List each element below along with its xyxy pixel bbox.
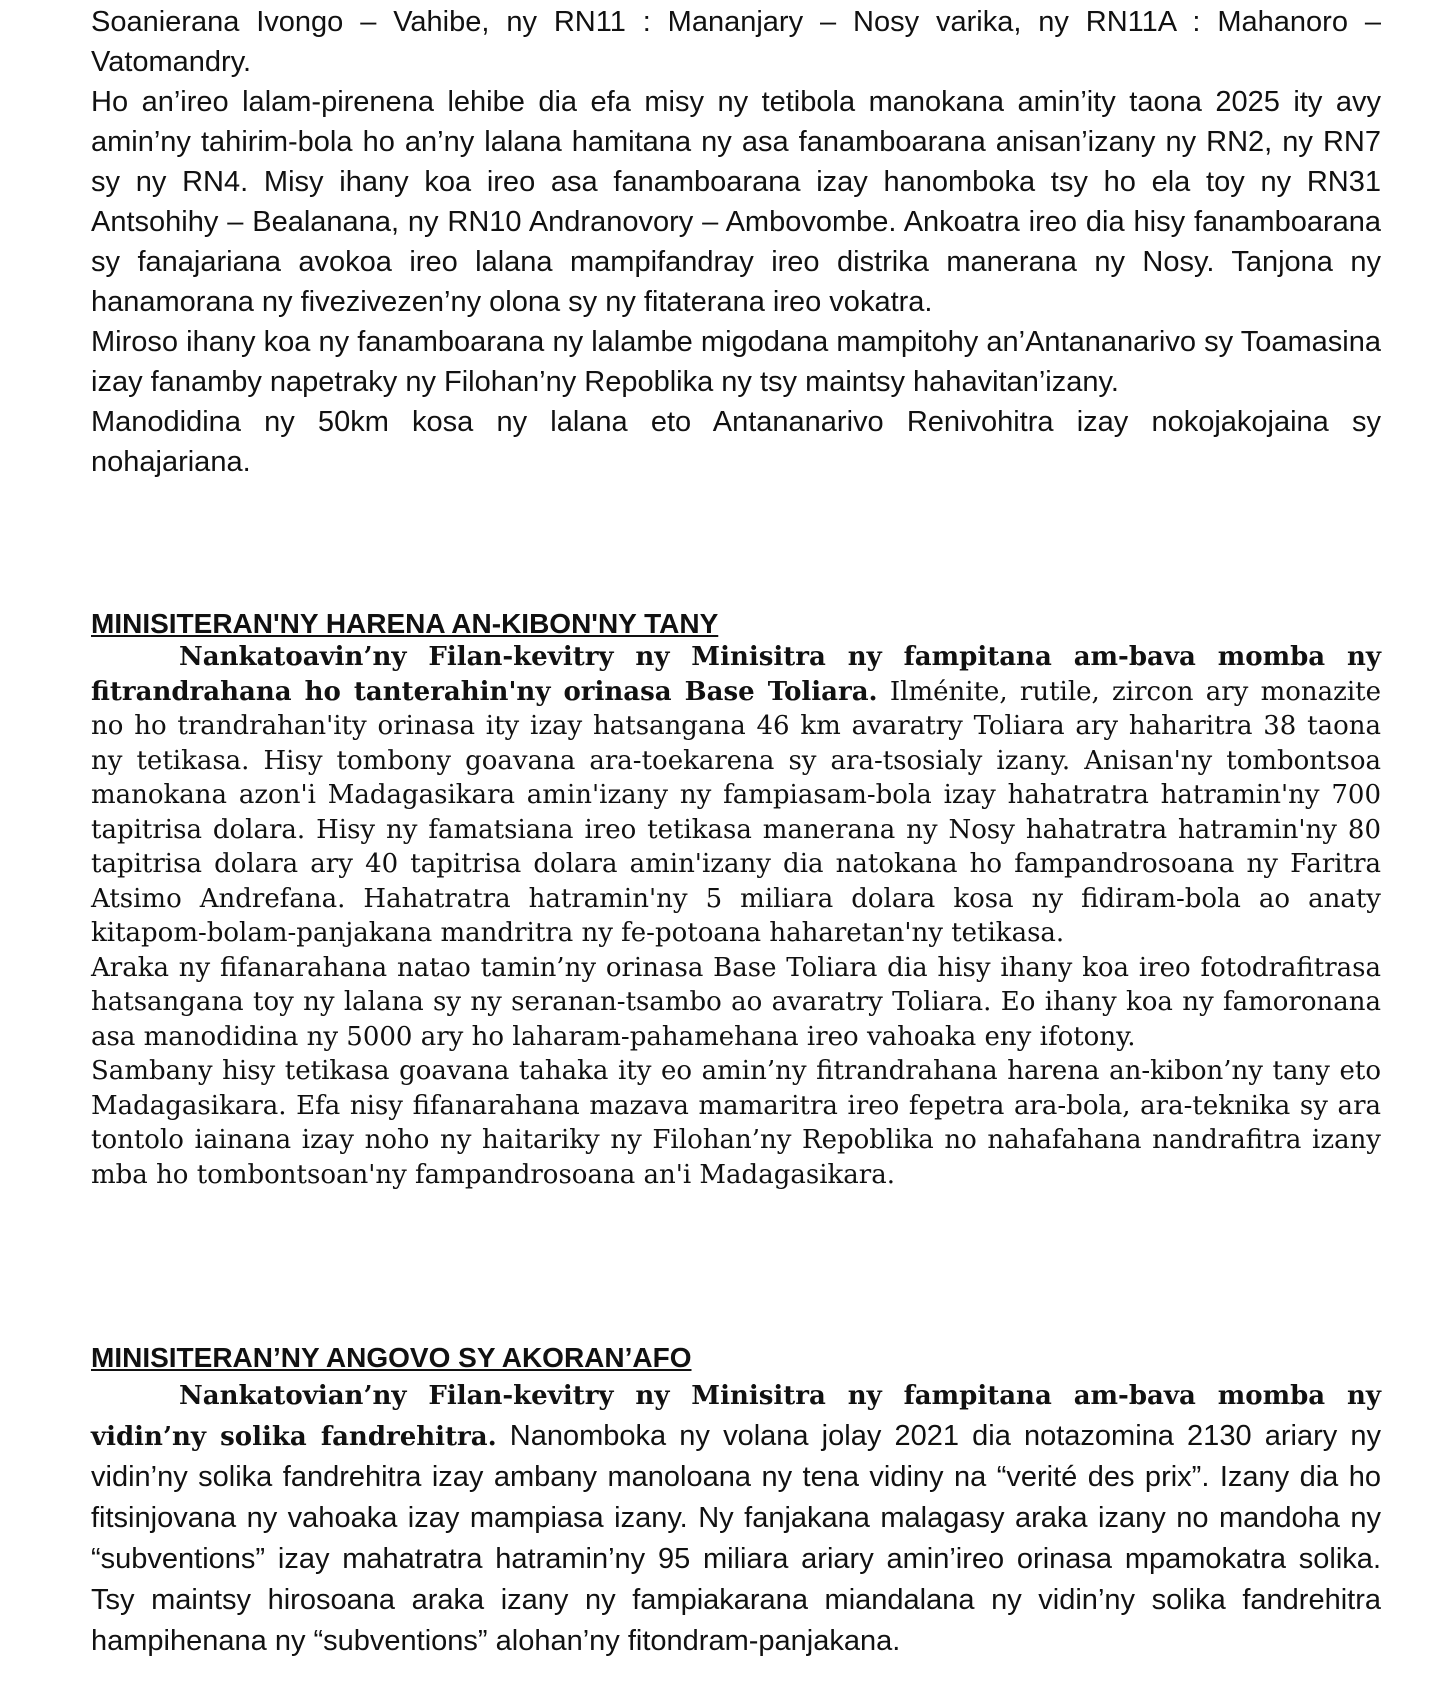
mining-section [91, 640, 1381, 1192]
mining-lead-text: Ilménite, rutile, zircon ary monazite no ho trandrahan'ity orinasa ity izay hatsangana 46 km avaratry Toliara ary haharitra 38 taona ny tetikasa. Hisy tombony goavana ara-toekarena sy ara-tsosialy izany. Anisan'ny tombontsoa manokana azon'i Madagasikara amin'izany ny fampiasam-bola izay hahatratra hatramin'ny 700 tapitrisa dolara. Hisy ny famatsiana ireo tetikasa manerana ny Nosy hahatratra hatramin'ny 80 tapitrisa dolara ary 40 tapitrisa dolara amin'izany dia natokana ho fampandrosoana ny Faritra Atsimo Andrefana. Hahatratra hatramin'ny 5 miliara dolara kosa ny fidiram-bola ao anaty kitapom-bolam-panjakana mandritra ny fe-potoana haharetan'ny tetikasa. [91, 676, 1381, 948]
intro-paragraph-4: Manodidina ny 50km kosa ny lalana eto Antananarivo Renivohitra izay nokojakojaina sy nohajariana. [91, 406, 1381, 478]
energy-section [91, 1376, 1381, 1662]
mining-paragraph-2: Araka ny fifanarahana natao tamin’ny orinasa Base Toliara dia hisy ihany koa ireo fotodrafitrasa hatsangana toy ny lalana sy ny seranan-tsambo ao avaratry Toliara. Eo ihany koa ny famoronana asa manodidina ny 5000 ary ho laharam-pahamehana ireo vahoaka eny ifotony. [91, 952, 1381, 1052]
mining-lead-bold: Nankatoavin’ny Filan-kevitry ny Minisitra ny fampitana am-bava momba ny fitrandrahana ho tanterahin'ny orinasa Base Toliara. [91, 642, 1381, 707]
energy-ministry-heading: MINISITERAN’NY ANGOVO SY AKORAN’AFO [91, 1342, 692, 1373]
mining-paragraph-3: Sambany hisy tetikasa goavana tahaka ity eo amin’ny fitrandrahana harena an-kibon’ny tany eto Madagasikara. Efa nisy fifanarahana mazava mamaritra ireo fepetra ara-bola, ara-teknika sy ara tontolo iainana izay noho ny haitariky ny Filohan’ny Repoblika no nahafahana nandrafitra izany mba ho tombontsoan'ny fampandrosoana an'i Madagasikara. [91, 1056, 1381, 1190]
intro-paragraph-3: Miroso ihany koa ny fanamboarana ny lalambe migodana mampitohy an’Antananarivo sy Toamasina izay fanamby napetraky ny Filohan’ny Repoblika ny tsy maintsy hahavitan’izany. [91, 326, 1381, 398]
mining-lead-paragraph [91, 640, 1381, 951]
energy-lead-text: Nanomboka ny volana jolay 2021 dia notazomina 2130 ariary ny vidin’ny solika fandrehitra izay ambany manoloana ny tena vidiny na “verité des prix”. Izany dia ho fitsinjovana ny vahoaka izay mampiasa izany. Ny fanjakana malagasy araka izany no mandoha ny “subventions” izay mahatratra hatramin’ny 95 miliara ariary amin’ireo orinasa mpamokatra solika. Tsy maintsy hirosoana araka izany ny fampiakarana miandalana ny vidin’ny solika fandrehitra hampihenana ny “subventions” alohan’ny fitondram-panjakana. [91, 1420, 1382, 1657]
intro-paragraph-1: Soanierana Ivongo – Vahibe, ny RN11 : Mananjary – Nosy varika, ny RN11A : Mahanoro – Vatomandry. [91, 6, 1381, 78]
roads-section [91, 2, 1381, 482]
energy-lead-bold: Nankatovian’ny Filan-kevitry ny Minisitra ny fampitana am-bava momba ny vidin’ny solika fandrehitra. [91, 1381, 1381, 1452]
intro-paragraph-2: Ho an’ireo lalam-pirenena lehibe dia efa misy ny tetibola manokana amin’ity taona 2025 ity avy amin’ny tahirim-bola ho an’ny lalana hamitana ny asa fanamboarana anisan’izany ny RN2, ny RN7 sy ny RN4. Misy ihany koa ireo asa fanamboarana izay hanomboka tsy ho ela toy ny RN31 Antsohihy – Bealanana, ny RN10 Andranovory – Ambovombe. Ankoatra ireo dia hisy fanamboarana sy fanajariana avokoa ireo lalana mampifandray ireo distrika manerana ny Nosy. Tanjona ny hanamorana ny fivezivezen’ny olona sy ny fitaterana ireo vokatra. [91, 86, 1381, 318]
energy-lead-paragraph [91, 1376, 1381, 1662]
mining-ministry-heading: MINISITERAN'NY HARENA AN-KIBON'NY TANY [91, 608, 719, 639]
